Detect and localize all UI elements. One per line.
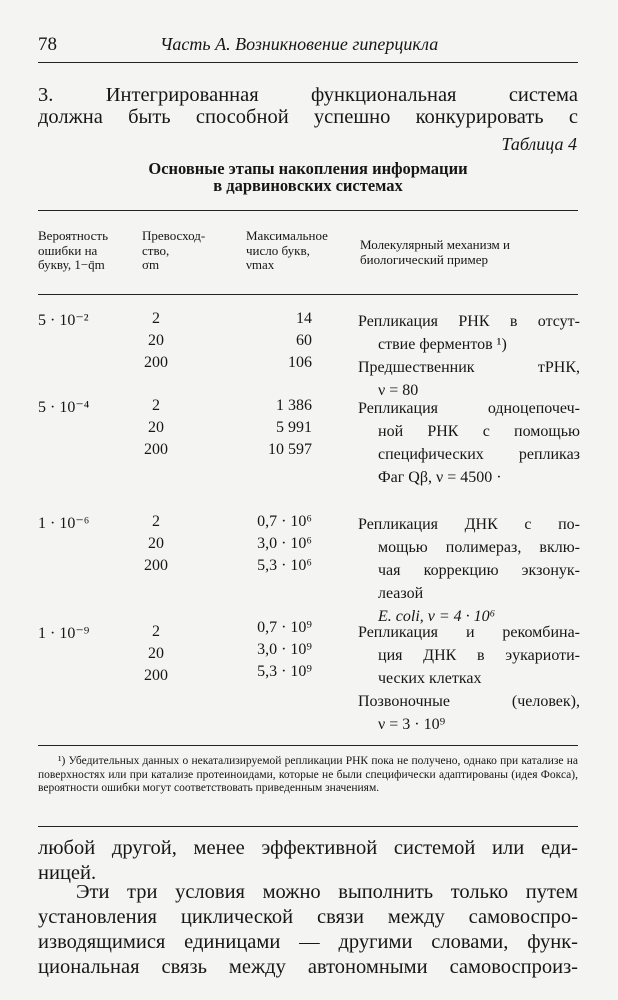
page-number: 78 <box>38 34 57 55</box>
body-line: циональная связь между автономными самовоспроиз- <box>38 956 578 978</box>
table-footnote: ¹) Убедительных данных о некатализируемой репликации РНК пока не получено, однако при катализе на поверхностях или при катализе протеиноидами, которые не были специфически адаптированы (идея Фокса), вероятности ошибки могут соответствовать приведенным значениям. <box>38 755 578 794</box>
nu-max-cell: 60 <box>296 332 312 349</box>
intro-line-2: должна быть способной успешно конкурировать с <box>38 106 578 128</box>
nu-max-cell: 14 <box>296 310 312 327</box>
body-line: любой другой, менее эффективной системой или еди- <box>38 837 578 859</box>
mechanism-cell <box>358 397 580 489</box>
probability-cell: 1 · 10⁻⁹ <box>38 625 90 642</box>
sigma-cell: 200 <box>144 441 168 458</box>
nu-max-cell: 0,7 · 10⁶ <box>257 513 312 530</box>
column-header-superiority <box>142 229 205 273</box>
nu-max-cell: 0,7 · 10⁹ <box>257 619 312 636</box>
column-header-superiority-line: σm <box>142 257 160 272</box>
body-line: изводящимися единицами — другими словами, функ- <box>38 931 578 953</box>
column-header-mechanism <box>360 238 510 267</box>
column-header-superiority-line: Превосход- <box>142 228 206 243</box>
body-line: установления циклической связи между самовоспро- <box>38 906 578 928</box>
sigma-cell: 20 <box>148 419 164 436</box>
sigma-cell: 20 <box>148 645 164 662</box>
mechanism-line: ция ДНК в эукариоти- <box>378 647 580 664</box>
sigma-cell: 2 <box>152 397 160 414</box>
mechanism-line: ческих клетках <box>378 670 482 687</box>
sigma-cell: 200 <box>144 354 168 371</box>
mechanism-line: чая коррекцию экзонук- <box>378 562 580 579</box>
column-header-max-letters <box>246 229 328 273</box>
sigma-cell: 2 <box>152 310 160 327</box>
mechanism-line: E. coli, ν = 4 · 10⁶ <box>378 608 496 625</box>
footnote-rule <box>38 826 578 827</box>
sigma-cell: 200 <box>144 667 168 684</box>
mechanism-cell <box>358 513 580 628</box>
column-header-mechanism-line: биологический пример <box>360 251 488 267</box>
mechanism-line: ν = 3 · 10⁹ <box>378 716 446 733</box>
mechanism-line: ной РНК с помощью <box>378 423 580 440</box>
mechanism-line: Предшественник тРНК, <box>358 359 580 376</box>
mechanism-line: Репликация и рекомбина- <box>358 624 580 641</box>
header-divider <box>38 62 578 63</box>
body-paragraph-2 <box>38 880 578 980</box>
mechanism-line: специфических репликаз <box>378 446 580 463</box>
nu-max-cell: 10 597 <box>268 441 312 458</box>
column-header-probability-line: ошибки на <box>38 242 98 258</box>
sigma-cell: 200 <box>144 557 168 574</box>
column-header-max-letters-line: Максимальное <box>246 228 328 243</box>
sigma-cell: 20 <box>148 332 164 349</box>
mechanism-line: ν = 80 <box>378 382 419 399</box>
nu-max-cell: 3,0 · 10⁶ <box>257 535 312 552</box>
column-header-probability-line: Вероятность <box>38 228 109 243</box>
mechanism-line: леазой <box>378 585 424 602</box>
table-bottom-rule <box>38 745 578 746</box>
column-header-probability-line: букву, 1−q̄m <box>38 257 105 272</box>
column-header-superiority-line: ство, <box>142 242 170 258</box>
probability-cell: 5 · 10⁻² <box>38 312 89 329</box>
column-header-max-letters-line: число букв, <box>246 242 310 258</box>
mechanism-line: Позвоночные (человек), <box>358 693 580 710</box>
mechanism-line: Репликация РНК в отсут- <box>358 313 580 330</box>
nu-max-cell: 5,3 · 10⁹ <box>257 663 312 680</box>
column-header-mechanism-line: Молекулярный механизм и <box>360 237 510 252</box>
sigma-cell: 2 <box>152 513 160 530</box>
sigma-cell: 20 <box>148 535 164 552</box>
probability-cell: 1 · 10⁻⁶ <box>38 515 90 532</box>
nu-max-cell: 5 991 <box>276 419 312 436</box>
nu-max-cell: 3,0 · 10⁹ <box>257 641 312 658</box>
column-header-probability <box>38 229 108 273</box>
nu-max-cell: 5,3 · 10⁶ <box>257 557 312 574</box>
running-title: Часть А. Возникновение гиперцикла <box>160 34 439 54</box>
mechanism-line: мощью полимераз, вклю- <box>378 539 580 556</box>
table-caption-line-2: в дарвиновских системах <box>213 176 403 195</box>
mechanism-cell <box>358 310 580 402</box>
mechanism-line: Репликация ДНК с по- <box>358 516 580 533</box>
body-paragraph-1 <box>38 836 578 886</box>
table-top-rule <box>38 210 578 211</box>
mechanism-cell <box>358 621 580 736</box>
nu-max-cell: 1 386 <box>276 397 312 414</box>
mechanism-line: ствие ферментов ¹) <box>378 336 507 353</box>
intro-line-1: 3. Интегрированная функциональная система <box>38 84 578 106</box>
column-header-max-letters-line: νmax <box>246 257 275 272</box>
table-caption-line-1: Основные этапы накопления информации <box>148 159 468 178</box>
body-line: ницей. <box>38 862 97 884</box>
probability-cell: 5 · 10⁻⁴ <box>38 399 90 416</box>
nu-max-cell: 106 <box>288 354 312 371</box>
sigma-cell: 2 <box>152 623 160 640</box>
table-label: Таблица 4 <box>501 134 577 154</box>
table-header-rule <box>38 294 578 295</box>
mechanism-line: Фаг Qβ, ν = 4500 · <box>378 469 502 486</box>
body-line: Эти три условия можно выполнить только путем <box>76 881 578 903</box>
mechanism-line: Репликация одноцепочеч- <box>358 400 580 417</box>
